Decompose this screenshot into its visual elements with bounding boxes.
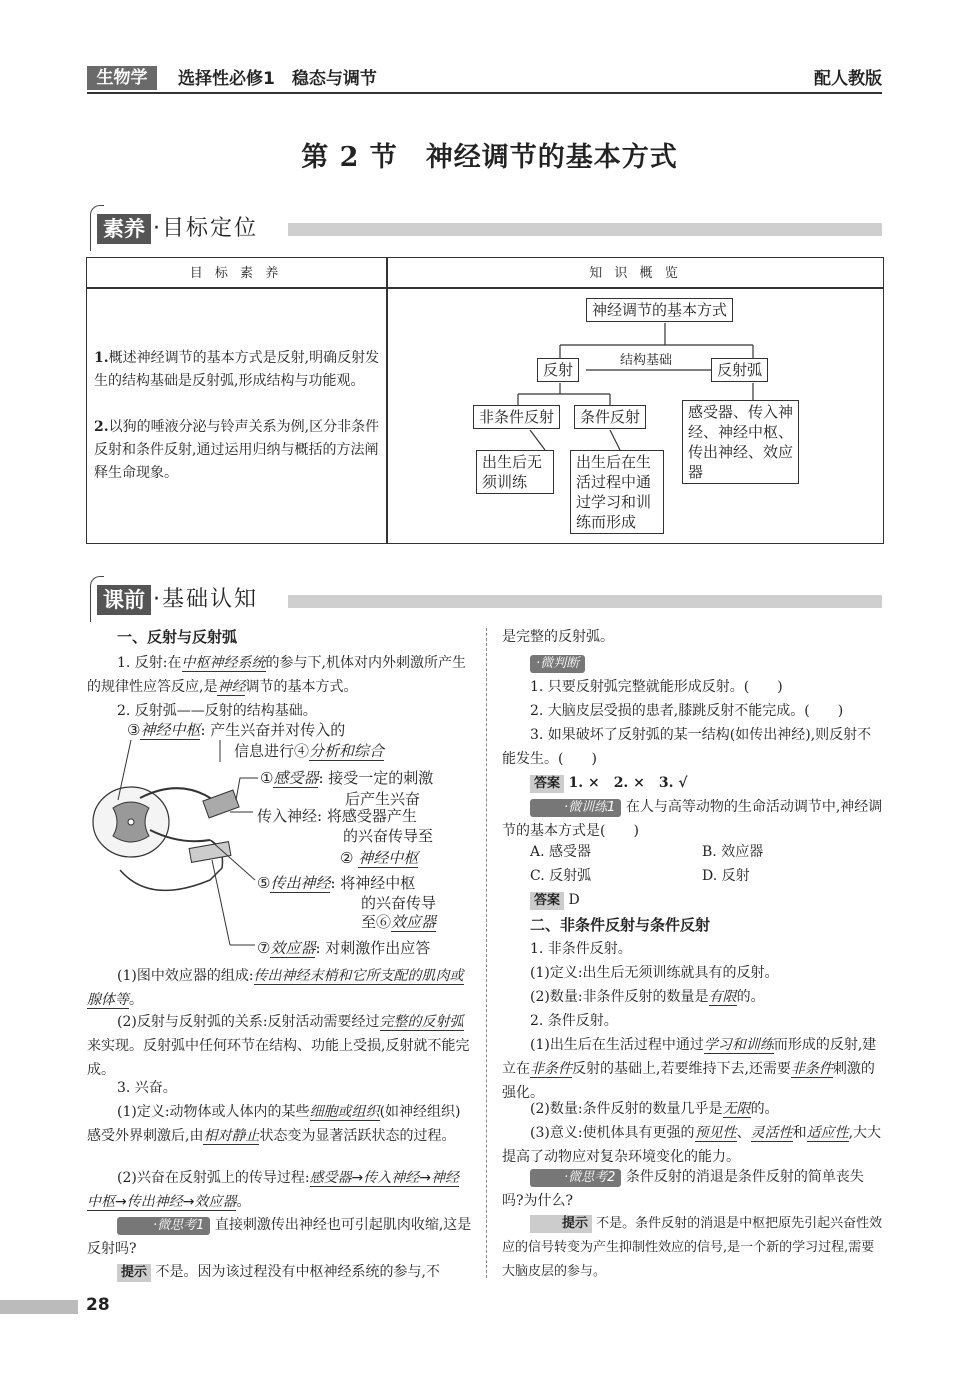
answer-2: 答案 D	[530, 888, 580, 912]
book-title: 选择性必修1 稳态与调节	[178, 69, 377, 89]
hint-tag: 提示	[530, 1215, 592, 1233]
training-tag: ·微训练1	[530, 799, 621, 817]
para-excitation-def: (1)定义:动物体或人体内的某些细胞或组织(如神经组织)感受外界刺激后,由相对静止状态变为显著活跃状态的过程。	[87, 1104, 461, 1144]
para-relation: (2)反射与反射弧的关系:反射活动需要经过完整的反射弧来实现。反射弧中任何环节在结构、功能上受损,反射就不能完成。	[87, 1014, 470, 1078]
goal-num: 1.	[94, 350, 109, 366]
map-link-label: 结构基础	[620, 353, 673, 368]
judge-1: 1. 只要反射弧完整就能形成反射。( )	[530, 679, 783, 695]
map-uncond: 非条件反射	[473, 405, 560, 429]
answer-tag: 答案	[530, 775, 564, 793]
section2-title: ·基础认知	[153, 587, 258, 612]
subject-label: 生物学	[87, 66, 157, 90]
table-header-goals: 目 标 素 养	[189, 266, 283, 281]
think1: ·微思考1 直接刺激传出神经也可引起肌肉收缩,这是反射吗?	[87, 1217, 472, 1257]
label-efferent: ⑤传出神经: 将神经中枢	[257, 874, 416, 892]
map-reflex: 反射	[537, 358, 579, 382]
para-cond-num: (2)数量:条件反射的数量几乎是无限的。	[530, 1101, 779, 1117]
answer-1: 答案 1. × 2. × 3. √	[530, 771, 688, 795]
map-root: 神经调节的基本方式	[586, 298, 733, 322]
para-uncond-def: (1)定义:出生后无须训练就具有的反射。	[530, 965, 779, 981]
judge-tag: ·微判断	[530, 655, 585, 673]
table-header-overview: 知 识 概 览	[589, 266, 682, 281]
think2: ·微思考2 条件反射的消退是条件反射的简单丧失吗?为什么?	[502, 1169, 864, 1209]
para-effector: (1)图中效应器的组成:传出神经末梢和它所支配的肌肉或腺体等。	[87, 968, 464, 1008]
judge-3: 3. 如果破坏了反射弧的某一结构(如传出神经),则反射不能发生。( )	[502, 727, 872, 767]
section1-tag: 素养	[97, 214, 151, 244]
judge-2: 2. 大脑皮层受损的患者,膝跳反射不能完成。( )	[530, 703, 844, 719]
hint-tag: 提示	[117, 1264, 151, 1282]
think2-tag: ·微思考2	[530, 1169, 621, 1187]
para-conduction: (2)兴奋在反射弧上的传导过程:感受器→传入神经→神经中枢→传出神经→效应器。	[87, 1170, 460, 1210]
judge-tag-wrap	[530, 652, 585, 673]
training-1: ·微训练1 在人与高等动物的生命活动调节中,神经调节的基本方式是( )	[502, 799, 883, 839]
para-cond-def: (1)出生后在生活过程中通过学习和训练而形成的反射,建立在非条件反射的基础上,若要维持下去,还需要非条件刺激的强化。	[502, 1037, 877, 1101]
page-number-bar	[0, 1300, 78, 1314]
hint1: 提示 不是。因为该过程没有中枢神经系统的参与,不	[117, 1260, 477, 1284]
para-reflex: 1. 反射:在中枢神经系统的参与下,机体对内外刺激所产生的规律性应答反应,是神经调节的基本方式。	[87, 655, 466, 695]
label-efferent-2: 的兴奋传导	[361, 894, 437, 912]
think1-tag: ·微思考1	[117, 1217, 210, 1235]
option-a: A. 感受器	[530, 844, 592, 860]
section1-title: ·目标定位	[153, 216, 258, 241]
page-number: 28	[86, 1295, 110, 1315]
label-center: ③神经中枢: 产生兴奋并对传入的	[127, 721, 346, 739]
para-cond: 2. 条件反射。	[530, 1013, 618, 1029]
heading-conditioned: 二、非条件反射与条件反射	[530, 916, 711, 934]
goal-text: 以狗的唾液分泌与铃声关系为例,区分非条件反射和条件反射,通过运用归纳与概括的方法阐释生命现象。	[94, 419, 380, 481]
label-center-2: 信息进行④分析和综合	[234, 742, 385, 760]
map-cond-desc: 出生后在生活过程中通过学习和训练而形成	[570, 450, 664, 534]
label-effector: ⑦效应器: 对刺激作出应答	[257, 939, 431, 957]
label-afferent-3: ② 神经中枢	[340, 849, 419, 867]
para-uncond-num: (2)数量:非条件反射的数量是有限的。	[530, 989, 765, 1005]
label-afferent-2: 的兴奋传导至	[343, 827, 434, 845]
para-continued: 是完整的反射弧。	[502, 629, 614, 645]
page-title: 第 2 节 神经调节的基本方式	[301, 142, 678, 173]
section2-tag: 课前	[97, 585, 151, 615]
label-efferent-3: 至⑥效应器	[361, 913, 437, 931]
label-receptor: ①感受器: 接受一定的刺激	[260, 769, 434, 787]
answer-tag: 答案	[530, 892, 564, 910]
label-receptor-2: 后产生兴奋	[345, 790, 421, 808]
map-arc-desc: 感受器、传入神经、神经中枢、传出神经、效应器	[682, 400, 799, 484]
label-afferent: 传入神经: 将感受器产生	[257, 807, 417, 825]
goal-text: 概述神经调节的基本方式是反射,明确反射发生的结构基础是反射弧,形成结构与功能观。	[94, 350, 380, 389]
edition-label: 配人教版	[814, 69, 882, 89]
hint2: 提示 不是。条件反射的消退是中枢把原先引起兴奋性效应的信号转变为产生抑制性效应的信号,是一个新的学习过程,需要大脑皮层的参与。	[502, 1216, 883, 1279]
para-cond-meaning: (3)意义:使机体具有更强的预见性、灵活性和适应性,大大提高了动物应对复杂环境变化的能力。	[502, 1125, 882, 1165]
option-c: C. 反射弧	[530, 868, 592, 884]
option-b: B. 效应器	[702, 844, 764, 860]
map-uncond-desc: 出生后无须训练	[476, 450, 554, 494]
map-cond: 条件反射	[574, 405, 646, 429]
option-d: D. 反射	[702, 868, 750, 884]
map-arc: 反射弧	[711, 358, 768, 382]
para-uncond: 1. 非条件反射。	[530, 941, 632, 957]
heading-reflex: 一、反射与反射弧	[117, 628, 238, 646]
goal-num: 2.	[94, 419, 109, 435]
para-excitation: 3. 兴奋。	[117, 1080, 177, 1096]
para-arc: 2. 反射弧——反射的结构基础。	[117, 703, 317, 719]
